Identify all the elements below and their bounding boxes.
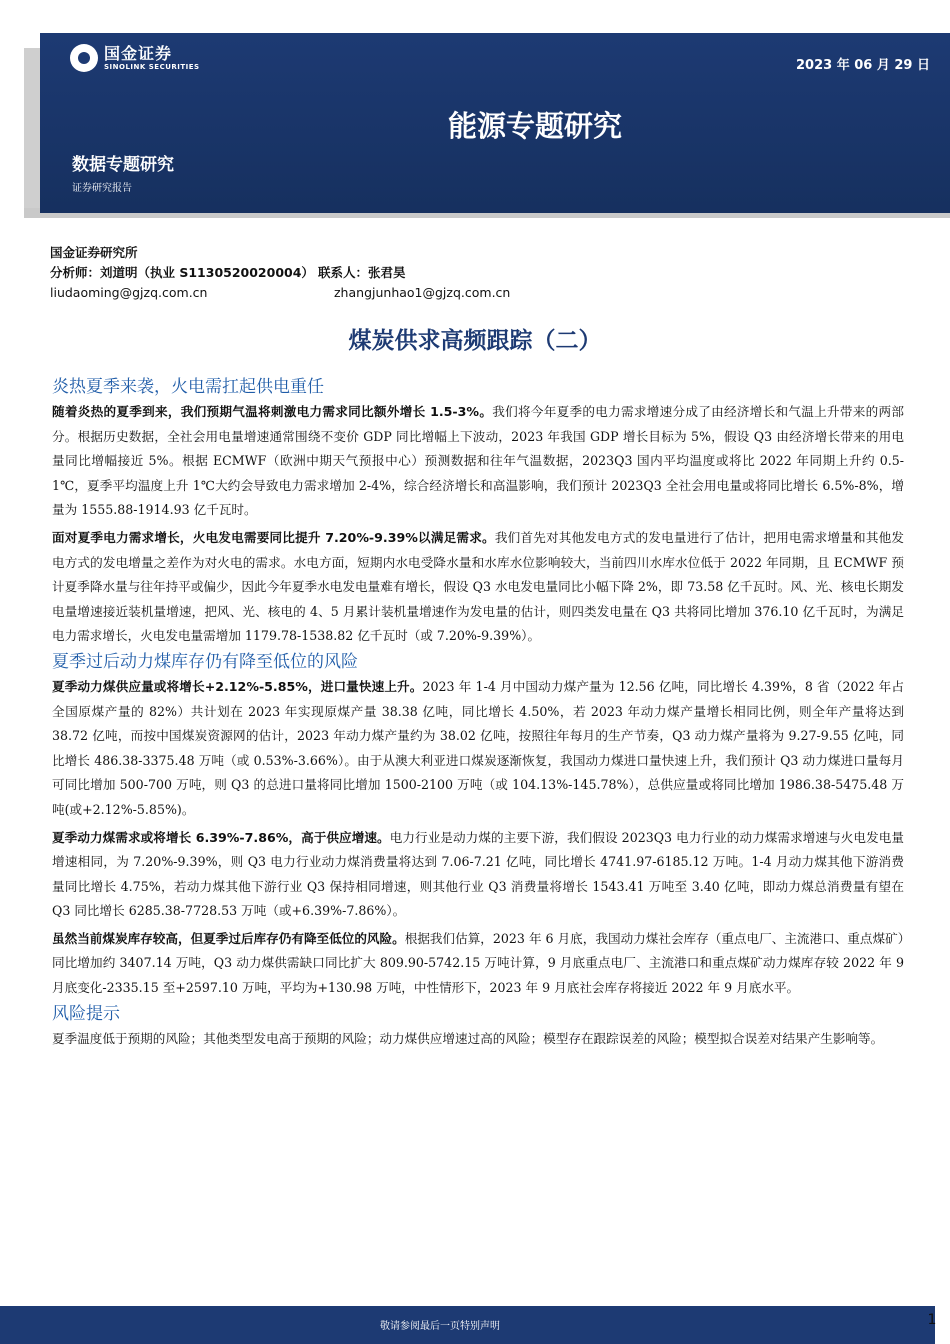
paragraph-body: 2023 年 1-4 月中国动力煤产量为 12.56 亿吨，同比增长 4.39%，8 省（2022 年占全国原煤产量的 82%）共计划在 2023 年实现原煤产量 38.38 亿吨，同比增长 4.50%，若 2023 年动力煤产量增长相同比例，则全年产量将达到 38.72 亿吨，而按中国煤炭资源网的估计，2023 年动力煤产量约为 38.02 亿吨，按照往年每月的生产节奏，Q3 动力煤产量将为 9.27-9.55 亿吨，同比增长 486.38-3375.48 万吨（或 0.53%-3.66%）。由于从澳大利亚进口煤炭逐渐恢复，我国动力煤进口量快速上升，我们预计 Q3 动力煤进口量每月可同比增加 500-700 万吨，则 Q3 的总进口量将同比增加 1500-2100 万吨（或 104.13%-145.78%），总供应量或将同比增加 1986.38-5475.48 万吨(或+2.12%-5.85%)。 — [52, 678, 904, 817]
logo-name-en: SINOLINK SECURITIES — [104, 62, 200, 71]
paragraph-body: 我们首先对其他发电方式的发电量进行了估计，把用电需求增量和其他发电方式的发电增量之差作为对火电的需求。水电方面，短期内水电受降水量和水库水位影响较大，当前四川水库水位低于 2022 年同期，且 ECMWF 预计夏季降水量与往年持平或偏少，因此今年夏季水电发电量难有增长，假设 Q3 水电发电量同比小幅下降 2%，即 73.58 亿千瓦时。风、光、核电长期发电量增速接近装机量增速，把风、光、核电的 4、5 月累计装机量增速作为发电量的估计，则四类发电量在 Q3 共将同比增加 376.10 亿千瓦时，为满足电力需求增长，火电发电量需增加 1179.78-1538.82 亿千瓦时（或 7.20%-9.39%）。 — [52, 529, 904, 644]
analyst-label: 分析师：刘道明（执业 S1130520020004） — [50, 265, 314, 280]
paragraph-lead: 面对夏季电力需求增长，火电发电需要同比提升 7.20%-9.39%以满足需求。 — [52, 529, 495, 545]
report-body — [52, 374, 904, 1051]
paragraph — [52, 526, 904, 649]
logo-name-cn: 国金证券 — [104, 43, 173, 63]
footer-disclaimer: 敬请参阅最后一页特别声明 — [380, 1321, 500, 1332]
contact-label: 联系人：张君昊 — [317, 265, 406, 280]
paragraph — [52, 1027, 904, 1052]
paragraph-body: 根据我们估算，2023 年 6 月底，我国动力煤社会库存（重点电厂、主流港口、重点煤矿）同比增加约 3407.14 万吨，Q3 动力煤供需缺口同比扩大 809.90-5742.15 万吨计算，9 月底重点电厂、主流港口和重点煤矿动力煤库存较 2022 年 9 月底变化-2335.15 至+2597.10 万吨，平均为+130.98 万吨，中性情形下，2023 年 9 月底社会库存将接近 2022 年 9 月底水平。 — [52, 930, 904, 996]
paragraph-lead: 夏季动力煤供应量或将增长+2.12%-5.85%，进口量快速上升。 — [52, 678, 423, 694]
report-subcategory: 证券研究报告 — [72, 183, 132, 194]
section-heading: 夏季过后动力煤库存仍有降至低位的风险 — [52, 651, 358, 672]
author-block — [50, 243, 511, 303]
analyst-email[interactable]: liudaoming@gjzq.com.cn — [50, 285, 208, 300]
paragraph — [52, 826, 904, 924]
paragraph-body: 我们将今年夏季的电力需求增速分成了由经济增长和气温上升带来的两部分。根据历史数据，全社会用电量增速通常围绕不变价 GDP 同比增幅上下波动，2023 年我国 GDP 增长目标为 5%，假设 Q3 由经济增长带来的用电量同比增幅接近 5%。根据 ECMWF（欧洲中期天气预报中心）预测数据和往年气温数据，2023Q3 国内平均温度或将比 2022 年同期上升约 0.5-1℃，夏季平均温度上升 1℃大约会导致电力需求增加 2-4%，综合经济增长和高温影响，我们预计 2023Q3 全社会用电量或将同比增长 6.5%-8%，增量为 1555.88-1914.93 亿千瓦时。 — [52, 404, 904, 518]
paragraph — [52, 927, 904, 1001]
paragraph-body: 夏季温度低于预期的风险；其他类型发电高于预期的风险；动力煤供应增速过高的风险；模型存在跟踪误差的风险；模型拟合误差对结果产生影响等。 — [52, 1030, 884, 1046]
section-heading: 风险提示 — [52, 1003, 120, 1024]
report-topic: 能源专题研究 — [447, 109, 622, 143]
company-logo — [70, 44, 200, 72]
paragraph — [52, 675, 904, 823]
report-category: 数据专题研究 — [72, 155, 174, 175]
paragraph-body: 电力行业是动力煤的主要下游，我们假设 2023Q3 电力行业的动力煤需求增速与火电发电量增速相同，为 7.20%-9.39%，则 Q3 电力行业动力煤消费量将达到 7.06-7.21 亿吨，同比增长 4741.97-6185.12 万吨。1-4 月动力煤其他下游消费量同比增长 4.75%，若动力煤其他下游行业 Q3 保持相同增速，则其他行业 Q3 消费量将增长 1543.41 万吨至 3.40 亿吨，即动力煤总消费量有望在 Q3 同比增长 6285.38-7728.53 万吨（或+6.39%-7.86%）。 — [52, 829, 904, 919]
paragraph-lead: 夏季动力煤需求或将增长 6.39%-7.86%，高于供应增速。 — [52, 829, 390, 845]
report-date: 2023 年 06 月 29 日 — [796, 58, 930, 73]
paragraph-lead: 虽然当前煤炭库存较高，但夏季过后库存仍有降至低位的风险。 — [52, 930, 405, 946]
document-title: 煤炭供求高频跟踪（二） — [348, 328, 602, 354]
section-heading: 炎热夏季来袭，火电需扛起供电重任 — [52, 377, 324, 397]
contact-email[interactable]: zhangjunhao1@gjzq.com.cn — [334, 285, 511, 300]
paragraph-lead: 随着炎热的夏季到来，我们预期气温将刺激电力需求同比额外增长 1.5-3%。 — [52, 404, 493, 419]
logo-circle-icon — [70, 44, 98, 72]
page-number: 1 — [927, 1312, 937, 1328]
paragraph — [52, 400, 904, 523]
institute-name: 国金证券研究所 — [50, 245, 138, 260]
